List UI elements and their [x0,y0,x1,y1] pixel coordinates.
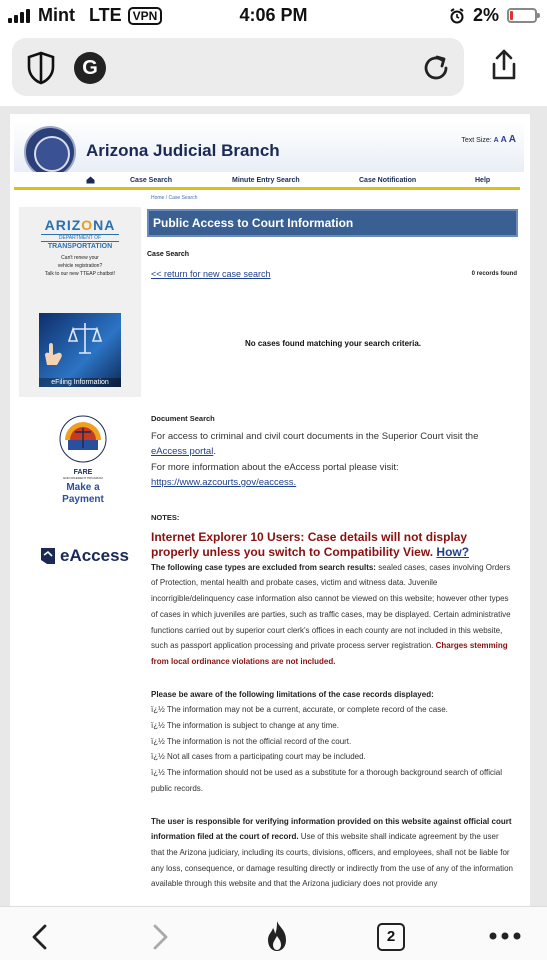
limitation-item: ï¿½ The information is subject to change at any time. [151,721,339,731]
carrier-name: Mint [38,5,75,25]
address-bar[interactable] [12,38,464,96]
text-size-control [461,134,516,145]
fare-name: FARE [73,469,93,476]
eaccess-link[interactable] [40,546,129,566]
text-size-label: Text Size: [461,137,492,144]
status-time: 4:06 PM [239,5,308,25]
site-icon[interactable]: G [74,52,106,84]
vpn-badge: VPN [128,7,163,25]
text-size-large[interactable]: A [508,134,516,145]
case-search-title: Case Search [147,251,190,258]
browser-bottom-bar [0,906,547,960]
battery-icon [507,8,537,23]
responsibility-text: The user is responsible for verifying information provided on this website against official court information filed at the court of record. Use of this website shall indicate agreement by the user that the Arizona judiciary, including its courts, divisions, officers, and employees, shall not be liable for any loss, consequence, or damage resulting directly or indirectly from the use of any of the information available through this website and that the Arizona judiciary does not provide any [151,816,513,889]
limitation-item: ï¿½ The information is not the official record of the court. [151,736,352,746]
tabs-button[interactable]: 2 [377,923,405,951]
document-search-p1: For access to criminal and civil court documents in the Superior Court visit the eAccess portal. [151,430,479,457]
site-nav [14,172,520,190]
ie-warning: Internet Explorer 10 Users: Case details will not display properly unless you switch to Compatibility View. How? [151,529,470,559]
page-title: Public Access to Court Information [153,216,354,230]
breadcrumb: Home / Case Search [151,195,198,201]
chevron-left-icon[interactable] [28,923,52,951]
network-type: LTE [88,5,122,25]
no-results-message: No cases found matching your search criteria. [244,339,422,348]
chevron-right-icon[interactable] [148,923,172,951]
status-right [449,5,537,26]
nav-case-notification[interactable]: Case Notification [359,177,417,184]
nav-help[interactable]: Help [475,177,491,184]
home-icon[interactable] [86,176,95,184]
fare-link[interactable] [38,414,128,506]
web-viewport [0,106,547,906]
limitation-item: ï¿½ The information may not be a current, accurate, or complete record of the case. [151,705,448,715]
fare-sub: ENFORCEMENT PROGRAM [63,476,103,480]
flame-icon[interactable] [262,919,292,953]
make-payment-link[interactable]: Make a Payment [62,482,104,505]
alarm-icon [449,8,465,24]
notes-section [151,510,513,892]
status-bar [0,0,547,34]
text-size-small[interactable]: A [493,137,499,144]
eaccess-label: eAccess [60,546,130,565]
text-size-medium[interactable]: A [500,134,507,144]
arizona-state-icon [40,547,56,565]
notes-heading: NOTES: [151,513,180,522]
limitation-item: ï¿½ Not all cases from a participating court may be included. [151,752,366,762]
efiling-banner[interactable] [39,313,121,387]
shield-icon[interactable] [26,51,56,85]
scales-icon [65,319,105,359]
supreme-court-seal [24,126,76,178]
excluded-cases-text: The following case types are excluded from search results: sealed cases, cases involving Orders of Protection, mental health and probate cases, victim and witness data. Juvenile incorrigible/delinquency case information also cannot be viewed on this website; however other types of cases in which juveniles are parties, such as traffic cases, may be displayed. Certain administrative functions carried out by superior court clerk's offices in each county are not included in this website, such as passport application processing and private process server registration. Charges stemming from local ordinance violations are not included. [151,562,511,666]
nav-case-search[interactable]: Case Search [130,177,173,184]
site-title: Arizona Judicial Branch [86,141,280,160]
limitations-heading: Please be aware of the following limitations of the case records displayed: [151,689,434,699]
document-search-p2: For more information about the eAccess portal please visit: [151,461,399,473]
document-search-section [151,411,513,491]
document-search-heading: Document Search [151,414,215,423]
nav-minute-entry-search[interactable]: Minute Entry Search [232,177,300,184]
return-new-search-link[interactable]: << return for new case search [151,269,271,279]
adot-ad-text: Can't renew your vehicle registration? Talk to our new TTEAP chatbot! [44,255,116,277]
breadcrumb-home[interactable]: Home [151,195,165,201]
page-banner [147,209,518,237]
page [10,114,530,906]
limitation-item: ï¿½ The information should not be used as a substitute for a thorough background search of official public records. [151,768,503,793]
reload-icon[interactable] [420,52,452,84]
browser-toolbar [0,34,547,104]
adot-ad[interactable]: ARIZONA DEPARTMENT OF TRANSPORTATION Can't renew your vehicle registration? Talk to our new TTEAP chatbot! [27,217,133,278]
adot-logo: ARIZONA [44,217,116,233]
how-link[interactable]: How? [436,544,470,559]
eaccess-portal-link[interactable]: eAccess portal [151,446,214,457]
share-icon[interactable] [488,48,520,82]
records-count: 0 records found [471,271,517,277]
azcourts-eaccess-link[interactable]: https://www.azcourts.gov/eaccess. [151,477,297,488]
battery-percent: 2% [472,5,499,25]
efiling-label: eFiling Information [39,378,121,387]
breadcrumb-current[interactable]: Case Search [168,195,198,201]
left-sidebar [19,207,141,397]
fare-logo-icon [58,414,108,464]
site-header [14,120,524,172]
hand-icon [43,341,65,367]
more-icon[interactable] [488,931,522,941]
